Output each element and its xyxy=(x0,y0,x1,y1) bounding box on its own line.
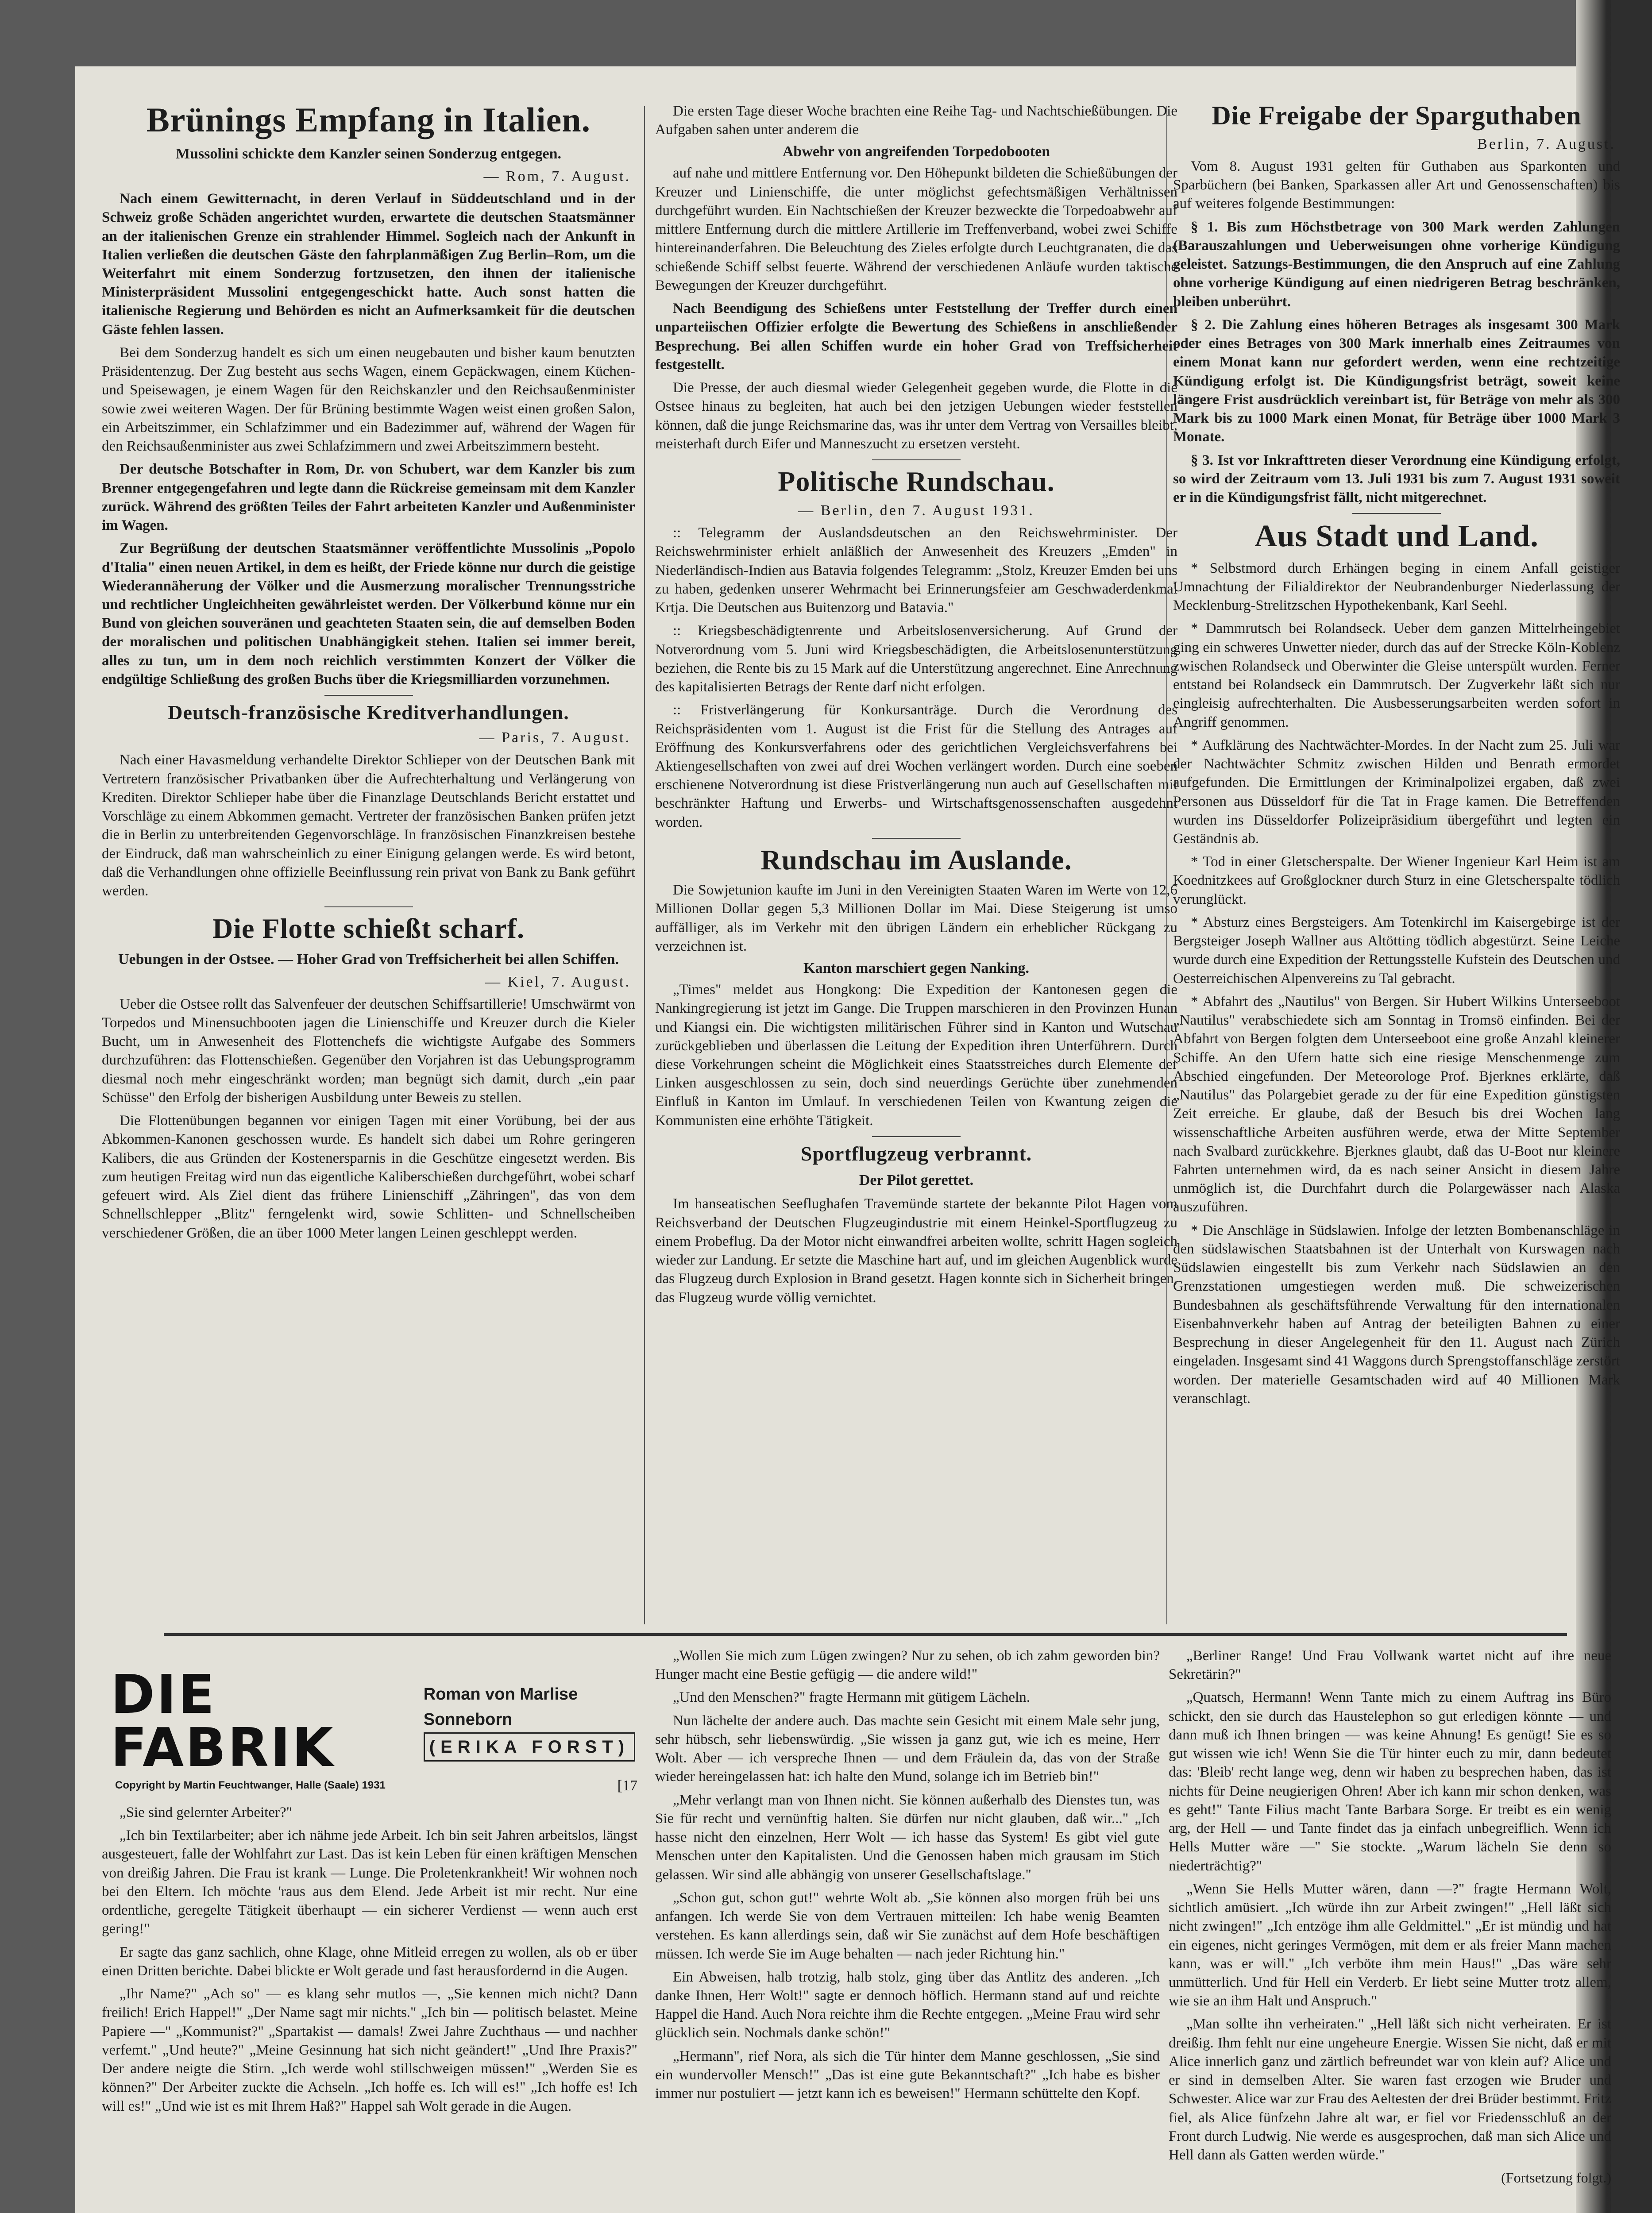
headline: Politische Rundschau. xyxy=(778,465,1055,497)
paragraph: Er sagte das ganz sachlich, ohne Klage, ohne Mitleid erregen zu wollen, als ob er über einen Dritten berichte. Dabei blickte er Wolt gerade und fast herausfordernd in die Augen. xyxy=(102,1944,637,1979)
paragraph: * Dammrutsch bei Rolandseck. Ueber dem ganzen Mittelrheingebiet ging ein schweres Unwetter nieder, durch das auf der Strecke Köln-Koblenz zwischen Rolandseck und Oberwinter die Gleise unterspült wurden. Ferner entstand bei Rolandseck ein Dammrutsch. Der Zugverkehr läßt sich nur eingleisig aufrechterhalten. Die Ausbesserungsarbeiten werden sofort in Angriff genommen. xyxy=(1173,621,1620,730)
separator xyxy=(1352,513,1441,514)
paragraph: „Ich bin Textilarbeiter; aber ich nähme jede Arbeit. Ich bin seit Jahren arbeitslos, längst ausgesteuert, falle der Wohlfahrt zur Last. Das ist kein Leben für einen kräftigen Menschen von dreißig Jahren. Die Frau ist krank — Lunge. Die Proletenkrankheit! Wir wohnen noch bei den Eltern. Ich möchte 'raus aus dem Elend. Jede Arbeit ist mir recht. Nur eine ordentliche, geregelte Tätigkeit überhaupt — ein sicherer Verdienst — wenn auch erst gering!" xyxy=(102,1827,637,1937)
paragraph: „Wenn Sie Hells Mutter wären, dann —?" fragte Hermann Wolt, sichtlich amüsiert. „Ich würde ihn zur Arbeit zwingen!" „Hell läßt sich nicht zwingen!" „Ich entzöge ihm alle Geldmittel." „Er ist mündig und hat ein eigenes, nicht geringes Vermögen, mit dem er als freier Mann machen kann, was er will." „Ich verböte ihm mein Haus!" „Das wäre sehr unmütterlich. Und für Hell ein Verderb. Er liebt seine Mutter trotz allem, wie sie an ihm Halt und Anspruch." xyxy=(1169,1881,1611,2009)
paragraph: „Schon gut, schon gut!" wehrte Wolt ab. „Sie können also morgen früh bei uns anfangen. Ich werde Sie von dem Vertrauen mitteilen: Ich habe wenig Beamten verstehen. Es kann allerdings sein, daß wir Sie zunächst auf dem Hofe beschäftigen müssen. Ich werde Sie im Auge behalten — nach jeder Richtung hin." xyxy=(655,1889,1160,1962)
dateline: Berlin, 7. August. xyxy=(1477,136,1616,152)
paragraph: Ein Abweisen, halb trotzig, halb stolz, ging über das Antlitz des anderen. „Ich danke Ihnen, Herr Wolt!" sagte er dennoch höflich. Hermann stand auf und reichte Happel die Hand. Auch Nora reichte ihm die Rechte entgegen. „Meine Frau wird sehr glücklich sein. Nochmals danke schön!" xyxy=(655,1969,1160,2041)
paragraph: Der deutsche Botschafter in Rom, Dr. von Schubert, war dem Kanzler bis zum Brenner entgegengefahren und legte dann die Rückreise gemeinsam mit dem Kanzler zurück. Während des größten Teiles der Fahrt arbeiteten Kanzler und Außenminister im Wagen. xyxy=(102,461,635,534)
column-1 xyxy=(102,102,635,1638)
dateline: — Kiel, 7. August. xyxy=(485,973,631,990)
novel-column-1 xyxy=(102,1651,637,2213)
section-heading: Kanton marschiert gegen Nanking. xyxy=(803,960,1029,977)
article-politische-rundschau xyxy=(655,467,1177,832)
column-2 xyxy=(655,102,1177,1638)
paragraph: :: Fristverlängerung für Konkursanträge. Durch die Verordnung des Reichspräsidenten vom 1. August ist die Frist für die Stellung des Antrages auf Eröffnung des Konkursverfahrens oder des gerichtlichen Vergleichsverfahrens bei Aktiengesellschaften von zwei auf drei Wochen verlängert worden. Durch eine soeben erschienene Notverordnung ist diese Fristverlängerung nun auch auf Gesellschaften mit beschränkter Haftung und Erwerbs- und Wirtschaftsgenossenschaften ausgedehnt worden. xyxy=(655,702,1177,830)
novel-logo: DIE FABRIK xyxy=(111,1664,335,1779)
article-stadt-und-land xyxy=(1173,520,1620,1408)
paragraph: Nach Beendigung des Schießens unter Feststellung der Treffer durch einen unparteiischen Offizier erfolgte die Bewertung des Schießens in anschließender Besprechung. Bei allen Schiffen wurde ein hoher Grad von Treffsicherheit festgestellt. xyxy=(655,301,1177,373)
paragraph: * Die Anschläge in Südslawien. Infolge der letzten Bombenanschläge in den südslawischen Staatsbahnen ist der Unterhalt von Kurswagen nach Südslawien eingestellt bis zum Verkehr nach Südslawien an den Grenzstationen umgestiegen werden muß. Die schweizerischen Bundesbahnen als geschäftsführende Verwaltung für den internationalen Eisenbahnverkehr haben auf Antrag der beteiligten Bahnen zu einer Besprechung in dieser Angelegenheit für den 11. August nach Zürich eingeladen. Insgesamt sind 41 Waggons durch Sprengstoffanschläge zerstört worden. Der materielle Gesamtschaden wird auf 40 Millionen Mark veranschlagt. xyxy=(1173,1222,1620,1407)
article-bruening xyxy=(102,102,635,689)
feuilleton-divider xyxy=(164,1633,1567,1636)
continuation-note: (Fortsetzung folgt.) xyxy=(1501,2170,1611,2186)
paragraph: „Hermann", rief Nora, als sich die Tür hinter dem Manne geschlossen, „Sie sind ein wundervoller Mensch!" „Das ist eine gute Bekanntschaft?" „Ich habe es bisher immer nur postuliert — jetzt kann ich es beweisen!" Hermann schüttelte den Kopf. xyxy=(655,2048,1160,2102)
paragraph: „Und den Menschen?" fragte Hermann mit gütigem Lächeln. xyxy=(673,1689,1031,1706)
separator xyxy=(872,838,961,839)
paragraph: Nun lächelte der andere auch. Das machte sein Gesicht mit einem Male sehr jung, sehr hübsch, sehr liebenswürdig. „Sie wissen ja ganz gut, wie ich es meine, Herr Wolt. Aber — ich verspreche Ihnen — und dem Fräulein da, das von der Straße wieder hereingelassen hat: ich halte den Mund, solange ich im Betrieb bin!" xyxy=(655,1712,1160,1785)
paragraph: * Selbstmord durch Erhängen beging in einem Anfall geistiger Umnachtung der Filialdirektor der Neubrandenburger Niederlassung der Mecklenburg-Strelitzschen Hypothekenbank, Karl Seehl. xyxy=(1173,560,1620,614)
paragraph: „Wollen Sie mich zum Lügen zwingen? Nur zu sehen, ob ich zahm geworden bin? Hunger macht eine Bestie gefügig — die andere wild!" xyxy=(655,1648,1160,1683)
subheadline: Der Pilot gerettet. xyxy=(859,1172,974,1189)
section-heading: Abwehr von angreifenden Torpedobooten xyxy=(782,143,1050,160)
paragraph: „Mehr verlangt man von Ihnen nicht. Sie können außerhalb des Dienstes tun, was Sie für recht und vernünftig halten. Sie dürfen nur nicht glauben, daß wir..." „Ich hasse nicht den einzelnen, Herr Wolt — ich hasse das System! Es gibt viel gute Menschen unter den Kapitalisten. Und die Genossen haben mich grausam im Stich gelassen. Wir sind alle abhängig von unserer Gesellschaftslage." xyxy=(655,1792,1160,1883)
headline: Sportflugzeug verbrannt. xyxy=(800,1142,1032,1165)
paragraph: Die ersten Tage dieser Woche brachten eine Reihe Tag- und Nachtschießübungen. Die Aufgaben sahen unter anderem die xyxy=(655,103,1177,138)
paragraph: Die Flottenübungen begannen vor einigen Tagen mit einer Vorübung, bei der aus Abkommen-Kanonen geschossen wurde. Es handelt sich dabei um Rohre geringeren Kalibers, die aus Gründen der Kostenersparnis in die Geschütze eingesetzt werden. Bis zum heutigen Freitag wird nun das eigentliche Kaliberschießen durchgeführt, wobei scharf gefeuert wird. Als Ziel dient das frühere Linienschiff „Zähringen", das von dem Schnellschlepper „Blitz" ferngelenkt wird, sowie Schlitten- und Schnellscheiben verschiedener Größen, die an über 1000 Meter langen Leinen geschleppt werden. xyxy=(102,1113,635,1241)
dateline: — Rom, 7. August. xyxy=(483,168,631,185)
article-ausland xyxy=(655,845,1177,1130)
subheadline: Uebungen in der Ostsee. — Hoher Grad von Treffsicherheit bei allen Schiffen. xyxy=(118,951,619,968)
paragraph: :: Kriegsbeschädigtenrente und Arbeitslosenversicherung. Auf Grund der Notverordnung vom 5. Juni wird Kriegsbeschädigten, die Arbeitslosenunterstützung beziehen, die Rente bis zu 15 Mark auf die Unterstützung angerechnet. Eine Anrechnung des kapitalisierten Betrags der Rente darf nicht erfolgen. xyxy=(655,623,1177,695)
separator xyxy=(324,695,413,696)
novel-author: Roman von Marlise Sonneborn xyxy=(423,1685,578,1729)
novel-column-3 xyxy=(1169,1646,1611,2213)
article-sportflugzeug xyxy=(655,1143,1177,1307)
novel-byline xyxy=(424,1682,637,1762)
column-3 xyxy=(1173,102,1620,1638)
paragraph: * Aufklärung des Nachtwächter-Mordes. In der Nacht zum 25. Juli war der Nachtwächter Schmitz zwischen Hilden und Benrath ermordet aufgefunden. Die Ermittlungen der Kriminalpolizei ergaben, daß zwei Personen aus Düsseldorf für die Tat in Frage kamen. Die Betreffenden wurden ins Düsseldorfer Polizeipräsidium übergeführt und legten ein Geständnis ab. xyxy=(1173,737,1620,847)
article-kredit xyxy=(102,702,635,900)
headline: Rundschau im Auslande. xyxy=(760,844,1072,875)
paragraph: § 1. Bis zum Höchstbetrage von 300 Mark werden Zahlungen (Barauszahlungen und Ueberweisungen ohne vorherige Kündigung geleistet. Satzungs-Bestimmungen, die den Anspruch auf eine Zahlung ohne vorherige Kündigung auf einen niedrigeren Betrag beschränken, bleiben unberührt. xyxy=(1173,219,1620,310)
paragraph: * Absturz eines Bergsteigers. Am Totenkirchl im Kaisergebirge ist der Bergsteiger Joseph Wallner aus Altötting tödlich abgestürzt. Seine Leiche wurde durch eine Expedition der Rettungsstelle Kufstein des Deutschen und Oesterreichischen Alpenvereins zu Tal gebracht. xyxy=(1173,914,1620,987)
paragraph: § 2. Die Zahlung eines höheren Betrages als insgesamt 300 Mark oder eines Betrages von 300 Mark innerhalb eines Zeitraumes von einem Monat kann nur gefordert werden, wenn eine rechtzeitige Kündigung erfolgt ist. Die Kündigungsfrist beträgt, soweit keine längere Frist ausdrücklich vereinbart ist, für Beträge von mehr als 300 Mark bis zu 1000 Mark einen Monat, für Beträge über 1000 Mark 3 Monate. xyxy=(1173,316,1620,445)
separator xyxy=(324,906,413,907)
dateline: — Paris, 7. August. xyxy=(479,729,631,746)
paragraph: :: Telegramm der Auslandsdeutschen an den Reichswehrminister. Der Reichswehrminister erhielt anläßlich der Anwesenheit des Kreuzers „Emden" in Niederländisch-Indien aus Batavia folgendes Telegramm: „Stolz, Kreuzer Emden bei uns zu haben, gedenken unserer Wehrmacht bei Erinnerungsfeier am Geschwaderdenkmal Krtja. Die Deutschen aus Buitenzorg und Batavia." xyxy=(655,525,1177,616)
novel-column-2 xyxy=(655,1646,1160,2213)
headline: Deutsch-französische Kreditverhandlungen. xyxy=(168,701,569,724)
novel-pseudonym: (ERIKA FORST) xyxy=(424,1732,635,1762)
paragraph: Die Presse, der auch diesmal wieder Gelegenheit gegeben wurde, die Flotte in die Ostsee hinaus zu begleiten, hat auch bei den jetzigen Uebungen wieder feststellen können, daß die junge Reichsmarine das, was ihr unter dem Vertrag von Versailles bleibt, meisterhaft durch Eifer und Manneszucht zu ersetzen versteht. xyxy=(655,380,1177,452)
novel-masthead xyxy=(111,1664,637,1779)
paragraph: „Berliner Range! Und Frau Vollwank wartet nicht auf ihre neue Sekretärin?" xyxy=(1169,1648,1611,1683)
article-flotte-continued xyxy=(655,102,1177,453)
paragraph: § 3. Ist vor Inkrafttreten dieser Verordnung eine Kündigung erfolgt, so wird der Zeitraum vom 13. Juli 1931 bis zum 7. August 1931 soweit er in die Kündigungsfrist fällt, nicht mitgerechnet. xyxy=(1173,452,1620,505)
installment-number: [17 xyxy=(617,1777,637,1794)
paragraph: Bei dem Sonderzug handelt es sich um einen neugebauten und bisher kaum benutzten Präsidentenzug. Der Zug besteht aus sechs Wagen, einem Gepäckwagen, einem Küchen- und Speisewagen, je einem Wagen für den Reichskanzler und den Reichsaußenminister sowie zwei weiteren Wagen. Der für Brüning bestimmte Wagen weist einen großen Salon, ein Arbeitszimmer, ein Schlafzimmer und ein Badezimmer auf, während der Wagen für den Reichsaußenminister aus zwei Schlafzimmern und zwei Arbeitszimmern besteht. xyxy=(102,344,635,455)
column-rule xyxy=(644,106,645,1624)
separator xyxy=(872,459,961,460)
paragraph: Die Sowjetunion kaufte im Juni in den Vereinigten Staaten Waren im Werte von 12,6 Millionen Dollar gegen 5,3 Millionen Dollar im Mai. Diese Steigerung ist umso auffälliger, als im Verkehr mit den übrigen Ländern ein erheblicher Rückgang zu verzeichnen ist. xyxy=(655,882,1177,954)
article-flotte xyxy=(102,914,635,1242)
copyright-notice: Copyright by Martin Feuchtwanger, Halle (Saale) 1931 xyxy=(115,1779,386,1791)
paragraph: „Times" meldet aus Hongkong: Die Expedition der Kantonesen gegen die Nankingregierung ist jetzt im Gange. Die Truppen marschieren in den Provinzen Hunan und Kiangsi ein. Die wichtigsten militärischen Führer sind in Kanton und Wutschau zurückgeblieben und überlassen die Leitung der Expedition ihren Unterführern. Durch diese Vorkehrungen scheint die Möglichkeit eines Staatsstreiches durch Elemente der Linken ausgeschlossen zu sein, doch sind neuerdings Gerüchte über zunehmenden Einfluß in Kanton im Umlauf. In verschiedenen Teilen von Kwantung zeigen die Kommunisten eine erhöhte Tätigkeit. xyxy=(655,982,1177,1129)
paragraph: Ueber die Ostsee rollt das Salvenfeuer der deutschen Schiffsartillerie! Umschwärmt von Torpedos und Minensuchbooten jagen die Linienschiffe und Kreuzer durch die Kieler Bucht, um in Anwesenheit des Flottenchefs die wichtigste Aufgabe des Sommers durchzuführen: das Flottenschießen. Gegenüber den Vorjahren ist das Uebungsprogramm diesmal noch mehr eingeschränkt worden; man begnügt sich damit, durch „ein paar Schüsse" den Erfolg der bisherigen Ausbildung unter Beweis zu stellen. xyxy=(102,996,635,1106)
paragraph: * Tod in einer Gletscherspalte. Der Wiener Ingenieur Karl Heim ist am Koednitzkees auf Großglockner durch Sturz in eine Gletscherspalte tödlich verunglückt. xyxy=(1173,854,1620,907)
subheadline: Mussolini schickte dem Kanzler seinen Sonderzug entgegen. xyxy=(175,145,562,162)
headline: Brünings Empfang in Italien. xyxy=(146,102,591,139)
paragraph: Nach einer Havasmeldung verhandelte Direktor Schlieper von der Deutschen Bank mit Vertretern französischer Privatbanken über die Aufrechterhaltung und Verlängerung von Krediten. Direktor Schlieper habe über die Finanzlage Deutschlands Bericht erstattet und Vorschläge zu einem Abkommen gemacht. Vertreter der französischen Banken prüfen jetzt die in Berlin zu unterbreitenden Gegenvorschläge. In französischen Finanzkreisen bestehe der Eindruck, daß man wahrscheinlich zu einer Einigung gelangen werde. Es wird betont, daß die Verhandlungen ohne offizielle Beeinflussung rein privat von Bank zu Bank geführt werden. xyxy=(102,752,635,899)
article-sparguthaben xyxy=(1173,102,1620,507)
paragraph: Im hanseatischen Seeflughafen Travemünde startete der bekannte Pilot Hagen vom Reichsverband der Deutschen Flugzeugindustrie mit einem Heinkel-Sportflugzeug zu einem Probeflug. Da der Motor nicht einwandfrei arbeiten wollte, schritt Hagen sogleich wieder zur Landung. Er setzte die Maschine hart auf, und im gleichen Augenblick wurde das Flugzeug durch Explosion in Brand gesetzt. Hagen konnte sich in Sicherheit bringen, das Flugzeug wurde völlig vernichtet. xyxy=(655,1196,1177,1306)
paragraph: Vom 8. August 1931 gelten für Guthaben aus Sparkonten und Sparbüchern (bei Banken, Sparkassen aller Art und Genossenschaften) bis auf weiteres folgende Bestimmungen: xyxy=(1173,158,1620,212)
headline: Aus Stadt und Land. xyxy=(1254,519,1539,554)
dateline: — Berlin, den 7. August 1931. xyxy=(798,502,1034,519)
paragraph: „Ihr Name?" „Ach so" — es klang sehr mutlos —, „Sie kennen mich nicht? Dann freilich! Erich Happel!" „Der Name sagt mir nichts." „Ich bin — politisch belastet. Meine Papiere —" „Kommunist?" „Spartakist — damals! Zwei Jahre Zuchthaus — und nachher verfemt." „Und heute?" „Meine Gesinnung hat sich nicht geändert!" „Und Ihre Praxis?" Der andere neigte die Stirn. „Ich werde wohl stillschweigen müssen!" „Werden Sie es können?" Der Arbeiter zuckte die Achseln. „Ich hoffe es. Ich will es!" „Ich hoffe es! Ich will es!" „Und wie ist es mit Ihrem Haß?" Happel sah Wolt gerade in die Augen. xyxy=(102,1986,637,2114)
paragraph: Nach einem Gewitternacht, in deren Verlauf in Süddeutschland und in der Schweiz große Schäden angerichtet wurden, erwartete die deutschen Staatsmänner an der italienischen Grenze ein strahlender Himmel. Sogleich nach der Ankunft in Italien verließen die deutschen Gäste den fahrplanmäßigen Zug Berlin–Rom, um die Weiterfahrt mit einem Sonderzug fortzusetzen, den ihnen der italienische Ministerpräsident Mussolini entgegengeschickt hatte. Auch sonst hatten die italienische Regierung und Behörden es nicht an Aufmerksamkeit für die deutschen Gäste fehlen lassen. xyxy=(102,191,635,338)
separator xyxy=(872,1136,961,1137)
paragraph: * Abfahrt des „Nautilus" von Bergen. Sir Hubert Wilkins Unterseeboot „Nautilus" verabschiedete sich am Sonntag in Tromsö einfinden. Bei der Abfahrt von Bergen folgten dem Unterseeboot eine große Anzahl kleinerer Schiffe. An den Ufern hatte sich eine riesige Menschenmenge zum Abschied eingefunden. Der Meteorologe Prof. Bjerknes erklärte, daß „Nautilus" das Polargebiet gerade zu der für eine Expedition günstigsten Zeit erreiche. Er glaube, daß der Besuch bis drei Wochen lang wissenschaftliche Arbeiten ausführen werde, etwa der Mitte September nach Svalbard zurückkehre. Bjerknes glaubt, daß das U-Boot nur kleinere Fahrten unternehmen wird, da es nach seiner Ansicht in diesem Jahre unmöglich ist, die Durchfahrt durch die Polargewässer nach Alaska auszuführen. xyxy=(1173,993,1620,1215)
headline: Die Flotte schießt scharf. xyxy=(212,913,525,945)
headline: Die Freigabe der Sparguthaben xyxy=(1212,102,1582,130)
paragraph: „Man sollte ihn verheiraten." „Hell läßt sich nicht verheiraten. Er ist dreißig. Ihm fehlt nur eine ungeheure Energie. Wissen Sie nicht, daß er mit Alice innerlich ganz und zärtlich befreundet war von klein auf? Alice und er sind in demselben Alter. Sie waren fast erzogen wie Bruder und Schwester. Alice war zur Frau des Aeltesten der drei Brüder bestimmt. Fritz fiel, als Alice fünfzehn Jahre alt war, er fiel vor Friedensschluß an der Front durch Ludwig. Nie werde es ausgesprochen, daß man sich Alice und Hell dann als Gatten werden würde." xyxy=(1169,2016,1611,2163)
paragraph: auf nahe und mittlere Entfernung vor. Den Höhepunkt bildeten die Schießübungen der Kreuzer und Linienschiffe, die unter möglichst gefechtsmäßigen Verhältnissen durchgeführt wurden. Ein Nachtschießen der Kreuzer bezweckte die Torpedoabwehr auf mittlere Entfernung durch die mittlere Artillerie im Treffenverband, wobei zwei Schiffe hintereinanderfahren. Die Beleuchtung des Zieles erfolgte durch Leuchtgranaten, die das schießende Schiff selbst feuerte. Während der verschiedenen Anläufe wurden taktische Bewegungen der Kreuzer durchgeführt. xyxy=(655,165,1177,293)
paragraph: Zur Begrüßung der deutschen Staatsmänner veröffentlichte Mussolinis „Popolo d'Italia" einen neuen Artikel, in dem es heißt, der Friede könne nur durch die geistige Wiederannäherung der Völker und die Ausmerzung moralischer Trennungsstriche und rechtlicher Ungleichheiten gewährleistet werden. Der Völkerbund könne nur ein Bund von gleichen souveränen und geachteten Staaten sein, die auf demselben Boden der moralischen und politischen Unabhängigkeit stehen. Italien sei immer bereit, alles zu tun, um in dem noch reichlich verstimmten Konzert der Völker die endgültige Schließung des großen Buchs über die Kriegsmilliarden vorzunehmen. xyxy=(102,540,635,687)
paragraph: „Sie sind gelernter Arbeiter?" xyxy=(120,1804,293,1820)
paragraph: „Quatsch, Hermann! Wenn Tante mich zu einem Auftrag ins Büro schickt, den sie durch das Haustelephon so gut erledigen könnte — und dann muß ich Ihnen bringen — was keine Ahnung! Es genügt! Sie es so gut wissen wie ich! Wenn Sie die Tür hinter euch zu mir, dann bedeutet das: 'Bleib' recht lange weg, denn wir haben zu besprechen haben, das ist nichts für Deine neugierigen Ohren! Aber ich kann mir schon denken, was es geht!" Tante Filius macht Tante Barbara Sorge. Er treibt es ein wenig arg, der Hell — und Tante findet das ja einfach unbegreiflich. Wenn ich Hells Mutter wäre —" Sie stockte. „Warum lächeln Sie denn so niederträchtig?" xyxy=(1169,1689,1611,1874)
